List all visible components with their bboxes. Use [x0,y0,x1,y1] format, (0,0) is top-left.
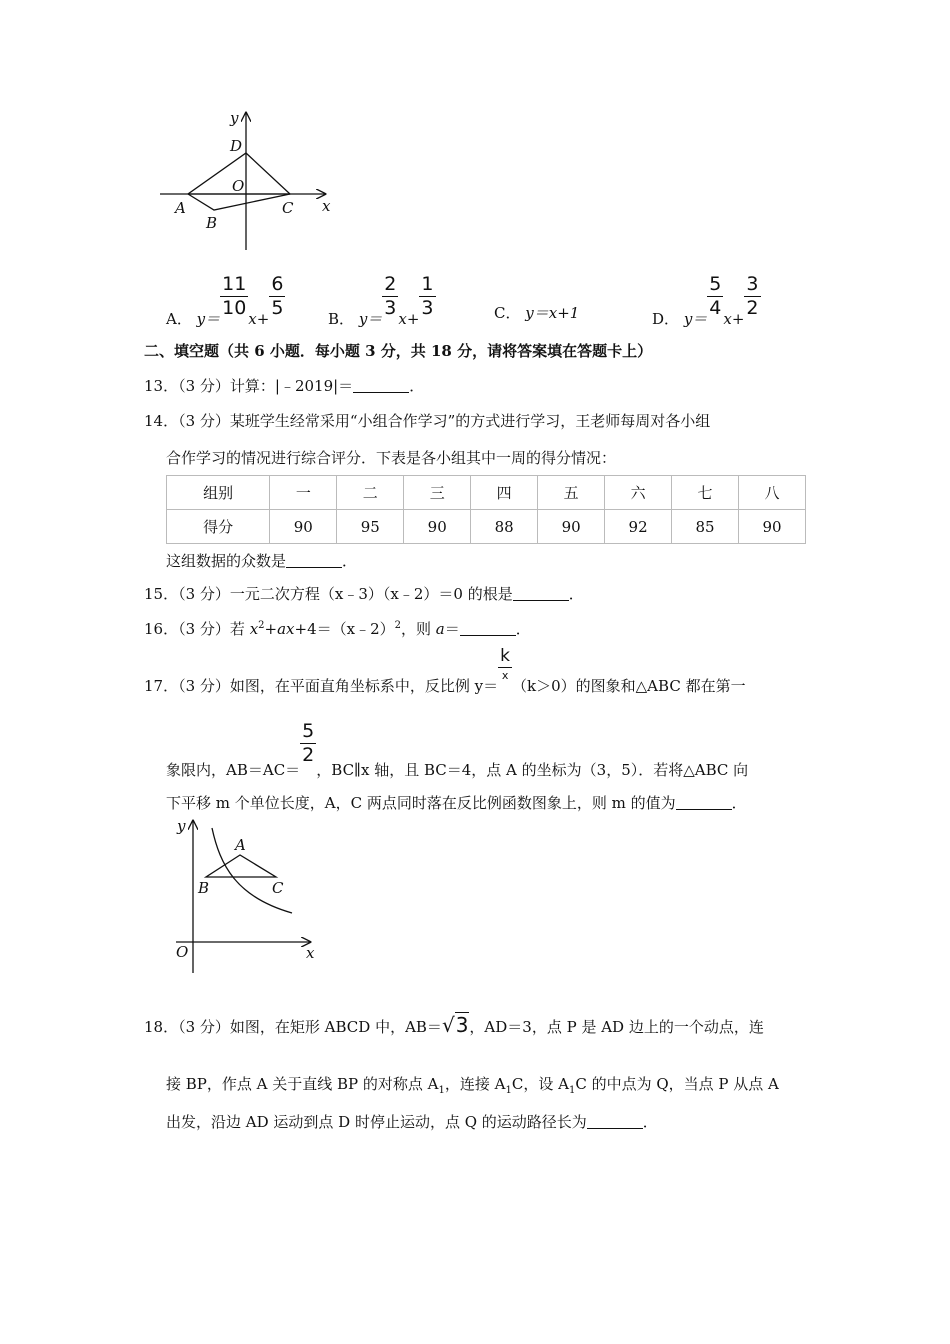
answer-blank [460,621,516,636]
question-18-line1: 18．（3 分）如图，在矩形 ABCD 中，AB＝√3，AD＝3，点 P 是 AD 边上的一个动点，连 [144,1013,764,1037]
question-16: 16．（3 分）若 $x^2+ax+4=(x﹣2)^2$，则 a＝ ． [144,620,531,638]
label-o: O [232,177,245,195]
label-b: B [198,879,210,897]
answer-blank [286,553,342,568]
label-y: y [230,109,239,127]
fraction: $\frac{5}{4}$ [709,273,722,319]
label-o: O [176,943,189,961]
answer-blank [587,1114,643,1129]
option-a: A． y＝ $\frac{11}{10}$ x+ $\frac{6}{5}$ [166,273,284,328]
question-14-line3: 这组数据的众数是 ． [166,552,358,570]
figure-quadrilateral [160,105,340,255]
label-a: A [175,199,186,217]
answer-blank [513,586,569,601]
label-b: B [206,214,218,232]
question-17-line3: 下平移 m 个单位长度，A，C 两点同时落在反比例函数图象上，则 m 的值为 ． [166,794,747,812]
label-x: x [306,944,315,962]
option-b: B． y＝ $\frac{2}{3}$ x+ $\frac{1}{3}$ [328,273,434,328]
hyperbola-curve [212,828,292,913]
sqrt-3: √3 [441,1013,469,1037]
option-c: C． y＝x+1 [494,304,580,322]
question-18-line2: 接 BP，作点 A 关于直线 BP 的对称点 $A_1$，连接 $A_1C$，设 $A_1C$ 的中点为 Q，当点 P 从点 A [166,1075,779,1096]
label-x: x [322,197,331,215]
fraction: $\frac{11}{10}$ [222,273,247,319]
fraction: $\frac{1}{3}$ [421,273,434,319]
label-a: A [235,836,246,854]
label-c: C [282,199,294,217]
fraction: $\frac{3}{2}$ [746,273,759,319]
fraction: $\frac{6}{5}$ [271,273,284,319]
figure-hyperbola-triangle [168,815,328,980]
option-d: D． y＝ $\frac{5}{4}$ x+ $\frac{3}{2}$ [652,273,759,328]
question-18-line3: 出发，沿边 AD 运动到点 D 时停止运动，点 Q 的运动路径长为 ． [166,1113,658,1131]
answer-blank [676,795,732,810]
question-17-line2: 象限内，AB＝AC＝ $\frac{5}{2}$ ，BC∥x 轴，且 BC＝4，点 A 的坐标为（3，5）．若将△ABC 向 [166,720,749,779]
label-d: D [230,137,243,155]
question-15: 15．（3 分）一元二次方程（x﹣3）（x﹣2）＝0 的根是 ． [144,585,584,603]
table-header-row: 组别 一 二 三 四 五 六 七 八 [167,476,806,510]
question-14-line2: 合作学习的情况进行综合评分．下表是各小组其中一周的得分情况： [166,449,617,467]
score-table [166,475,806,544]
fraction-5-over-2: $\frac{5}{2}$ [302,720,315,766]
question-14-line1: 14．（3 分）某班学生经常采用“小组合作学习”的方式进行学习，王老师每周对各小组 [144,412,711,430]
table-row: 得分 90 95 90 88 90 92 85 90 [167,510,806,544]
label-y: y [177,817,186,835]
section-heading: 二、填空题（共 6 小题．每小题 3 分，共 18 分，请将答案填在答题卡上） [144,342,653,360]
answer-blank [353,378,409,393]
triangle-abc [206,855,276,877]
question-13: 13．（3 分）计算：|﹣2019|＝ ． [144,377,425,395]
fraction: $\frac{2}{3}$ [384,273,397,319]
question-17-line1: 17．（3 分）如图，在平面直角坐标系中，反比例 y＝ $\frac{k}{x}$ （k＞0）的图象和△ABC 都在第一 [144,646,746,695]
fraction-k-over-x: $\frac{k}{x}$ [500,646,511,682]
label-c: C [272,879,284,897]
